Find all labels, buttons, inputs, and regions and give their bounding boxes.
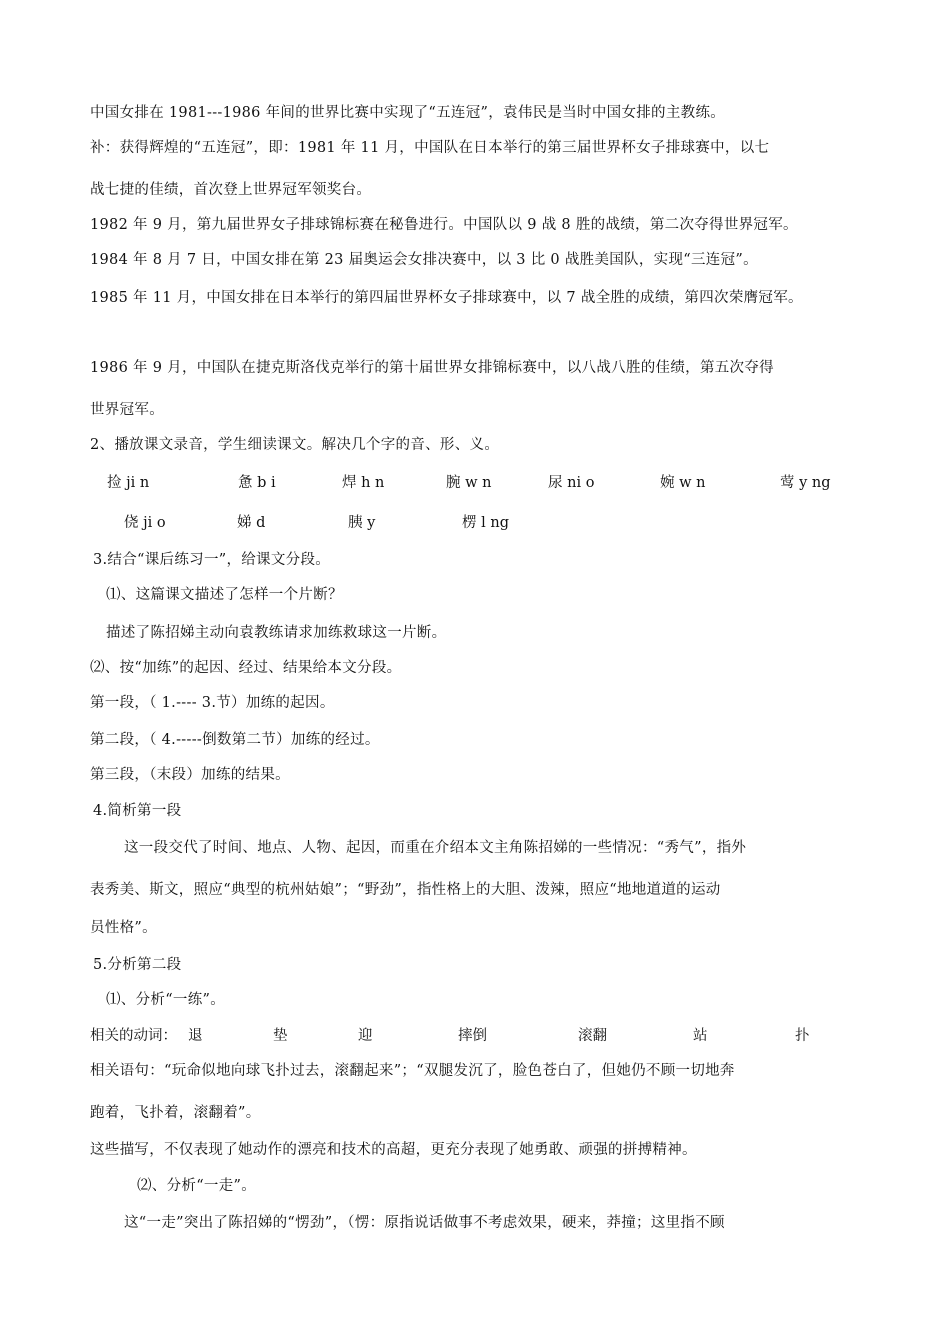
sub-heading-1: ⑴、分析“一练”。	[106, 992, 226, 1008]
pinyin-item: 惫 b i	[238, 475, 276, 491]
step-4-heading: 4.简析第一段	[93, 803, 182, 819]
paragraph-1984: 1984 年 8 月 7 日，中国女排在第 23 届奥运会女排决赛中，以 3 比 0 战胜美国队，实现“三连冠”。	[90, 252, 758, 268]
verb-item: 扑	[795, 1028, 810, 1044]
step-3-heading: 3.结合“课后练习一”，给课文分段。	[93, 552, 331, 568]
paragraph-intro: 中国女排在 1981---1986 年间的世界比赛中实现了“五连冠”，袁伟民是当时中国女排的主教练。	[90, 105, 726, 121]
verb-item: 滚翻	[578, 1028, 607, 1044]
verb-item: 站	[693, 1028, 708, 1044]
pinyin-item: 尿 ni o	[548, 475, 595, 491]
sentences-line2: 跑着，飞扑着，滚翻着”。	[90, 1105, 261, 1121]
verbs-label: 相关的动词：	[90, 1028, 177, 1044]
verb-item: 垫	[273, 1028, 288, 1044]
analysis-1-line1: 这一段交代了时间、地点、人物、起因，而重在介绍本文主角陈招娣的一些情况：“秀气”，指外	[124, 840, 747, 856]
analysis-1-line3: 员性格”。	[90, 920, 157, 936]
section-2: 第二段，（ 4.-----倒数第二节）加练的经过。	[90, 732, 380, 748]
pinyin-item: 腕 w n	[446, 475, 492, 491]
paragraph-1982: 1982 年 9 月，第九届世界女子排球锦标赛在秘鲁进行。中国队以 9 战 8 胜的战绩，第二次夺得世界冠军。	[90, 217, 798, 233]
answer-1: 描述了陈招娣主动向袁教练请求加练救球这一片断。	[106, 625, 447, 641]
paragraph-supplement-line2: 战七捷的佳绩，首次登上世界冠军领奖台。	[90, 182, 372, 198]
verb-item: 退	[188, 1028, 203, 1044]
pinyin-item: 捡 ji n	[107, 475, 150, 491]
pinyin-item: 婉 w n	[660, 475, 706, 491]
verb-item: 迎	[358, 1028, 373, 1044]
step-2-heading: 2、播放课文录音，学生细读课文。解决几个字的音、形、义。	[90, 437, 500, 453]
verb-item: 摔倒	[458, 1028, 487, 1044]
sub-heading-2: ⑵、分析“一走”。	[137, 1178, 257, 1194]
pinyin-item: 侥 ji o	[124, 515, 166, 531]
paragraph-supplement-line1: 补：获得辉煌的“五连冠”，即：1981 年 11 月，中国队在日本举行的第三届世界杯女子排球赛中，以七	[90, 140, 770, 156]
analysis-1-line2: 表秀美、斯文，照应“典型的杭州姑娘”；“野劲”，指性格上的大胆、泼辣，照应“地地道道的运动	[90, 882, 721, 898]
question-1: ⑴、这篇课文描述了怎样一个片断？	[106, 587, 343, 603]
pinyin-item: 胰 y	[348, 515, 376, 531]
pinyin-item: 莺 y ng	[780, 475, 831, 491]
paragraph-1986-line1: 1986 年 9 月，中国队在捷克斯洛伐克举行的第十届世界女排锦标赛中，以八战八胜的佳绩，第五次夺得	[90, 360, 774, 376]
pinyin-item: 娣 d	[237, 515, 266, 531]
pinyin-item: 楞 l ng	[462, 515, 509, 531]
analysis-2-line1: 这“一走”突出了陈招娣的“愣劲”，（愣：原指说话做事不考虑效果，硬来，莽撞；这里指不顾	[124, 1215, 725, 1231]
step-5-heading: 5.分析第二段	[93, 957, 182, 973]
sentences-line1: 相关语句：“玩命似地向球飞扑过去，滚翻起来”；“双腿发沉了，脸色苍白了，但她仍不顾一切地奔	[90, 1063, 735, 1079]
question-2: ⑵、按“加练”的起因、经过、结果给本文分段。	[90, 660, 402, 676]
paragraph-1985: 1985 年 11 月，中国女排在日本举行的第四届世界杯女子排球赛中，以 7 战全胜的成绩，第四次荣膺冠军。	[90, 290, 803, 306]
paragraph-1986-line2: 世界冠军。	[90, 402, 164, 418]
summary-paragraph: 这些描写，不仅表现了她动作的漂亮和技术的高超，更充分表现了她勇敢、顽强的拼搏精神。	[90, 1142, 697, 1158]
section-3: 第三段，（末段）加练的结果。	[90, 767, 290, 783]
pinyin-item: 焊 h n	[342, 475, 385, 491]
section-1: 第一段，（ 1.---- 3.节）加练的起因。	[90, 695, 335, 711]
